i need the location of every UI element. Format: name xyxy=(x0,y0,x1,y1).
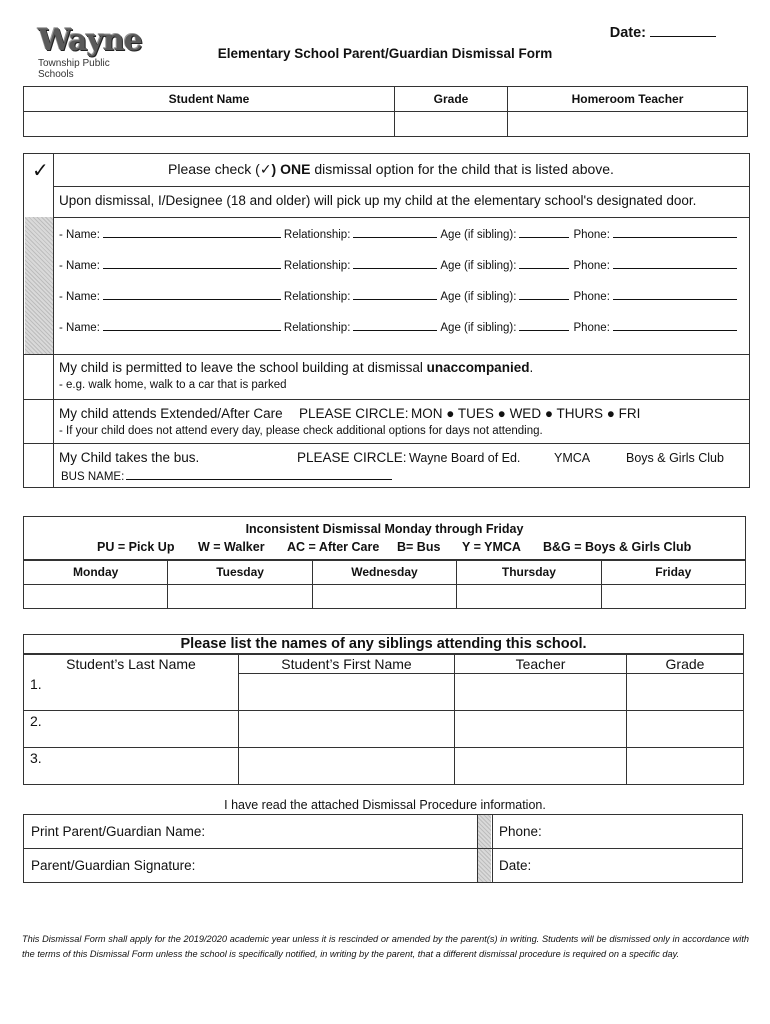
designee-relationship-blank[interactable] xyxy=(353,258,437,269)
designee-name-blank[interactable] xyxy=(103,258,281,269)
designee-age-label: Age (if sibling): xyxy=(440,322,517,334)
designee-age-blank[interactable] xyxy=(519,258,569,269)
bus-option-wayne[interactable]: Wayne Board of Ed. xyxy=(409,451,521,465)
day-cell-tuesday[interactable] xyxy=(168,585,312,609)
designee-relationship-label: Relationship: xyxy=(283,260,351,272)
sibling-row-number[interactable]: 1. xyxy=(24,674,239,711)
legend-aftercare: AC = After Care xyxy=(287,540,380,554)
bus-option-text: My Child takes the bus. xyxy=(59,450,200,465)
print-name-field[interactable]: Print Parent/Guardian Name: xyxy=(31,824,206,839)
designee-relationship-blank[interactable] xyxy=(353,289,437,300)
designee-age-label: Age (if sibling): xyxy=(440,229,517,241)
day-cell-monday[interactable] xyxy=(24,585,168,609)
legend-pickup: PU = Pick Up xyxy=(97,540,175,554)
day-cell-wednesday[interactable] xyxy=(312,585,456,609)
designee-name-label: - Name: xyxy=(59,260,100,272)
unaccompanied-post: . xyxy=(529,360,534,375)
sibling-grade-header: Grade xyxy=(627,654,744,674)
sibling-cell[interactable] xyxy=(627,674,744,711)
instruction-pre: Please check ( xyxy=(168,161,260,177)
instruction-post: dismissal option for the child that is listed above. xyxy=(310,161,614,177)
date-field[interactable] xyxy=(610,25,716,41)
siblings-table xyxy=(23,653,744,785)
sibling-cell[interactable] xyxy=(455,711,627,748)
designee-row xyxy=(59,227,740,241)
logo-wordmark: Wayne xyxy=(38,23,142,58)
designee-row xyxy=(59,320,740,334)
bus-name-blank[interactable] xyxy=(126,469,392,480)
designee-relationship-blank[interactable] xyxy=(353,320,437,331)
designee-name-label: - Name: xyxy=(59,229,100,241)
day-cell-thursday[interactable] xyxy=(457,585,601,609)
aftercare-please-circle: PLEASE CIRCLE: xyxy=(299,406,409,421)
day-header-friday: Friday xyxy=(601,560,745,585)
designee-relationship-label: Relationship: xyxy=(283,229,351,241)
designee-name-blank[interactable] xyxy=(103,227,281,238)
legend-boys-girls-club: B&G = Boys & Girls Club xyxy=(543,540,692,554)
unaccompanied-bold: unaccompanied xyxy=(426,360,530,375)
inconsistent-dismissal-box xyxy=(23,516,746,561)
aftercare-days[interactable]: MON ● TUES ● WED ● THURS ● FRI xyxy=(411,406,641,421)
designee-phone-label: Phone: xyxy=(573,229,610,241)
form-title: Elementary School Parent/Guardian Dismissal Form xyxy=(217,46,553,61)
divider xyxy=(24,399,749,400)
logo-subtitle: Township Public Schools xyxy=(38,58,110,80)
designee-relationship-blank[interactable] xyxy=(353,227,437,238)
unaccompanied-pre: My child is permitted to leave the school building at dismissal xyxy=(59,360,427,375)
bus-name-label: BUS NAME: xyxy=(61,471,125,483)
designee-row xyxy=(59,258,740,272)
homeroom-teacher-header: Homeroom Teacher xyxy=(508,87,748,112)
sibling-row-number[interactable]: 2. xyxy=(24,711,239,748)
legend-bus: B= Bus xyxy=(397,540,441,554)
designee-age-label: Age (if sibling): xyxy=(440,291,517,303)
student-name-header: Student Name xyxy=(24,87,395,112)
designee-phone-blank[interactable] xyxy=(613,258,737,269)
bus-name-field[interactable] xyxy=(61,469,392,483)
siblings-title-box xyxy=(23,634,744,655)
shaded-check-cell xyxy=(25,217,53,354)
siblings-title: Please list the names of any siblings attending this school. xyxy=(180,636,587,652)
legend-walker: W = Walker xyxy=(198,540,265,554)
legend-ymca: Y = YMCA xyxy=(462,540,521,554)
unaccompanied-example: - e.g. walk home, walk to a car that is parked xyxy=(59,379,287,391)
inconsistent-title: Inconsistent Dismissal Monday through Friday xyxy=(245,522,524,536)
day-header-thursday: Thursday xyxy=(457,560,601,585)
sibling-cell[interactable] xyxy=(455,674,627,711)
phone-field[interactable]: Phone: xyxy=(499,824,542,839)
designee-name-blank[interactable] xyxy=(103,320,281,331)
divider xyxy=(24,848,742,849)
homeroom-teacher-cell[interactable] xyxy=(508,112,748,137)
designee-age-blank[interactable] xyxy=(519,227,569,238)
date-label: Date: xyxy=(609,25,646,41)
aftercare-option-text: My child attends Extended/After Care xyxy=(59,406,283,421)
acknowledgement-text: I have read the attached Dismissal Procedure information. xyxy=(224,798,546,812)
grade-cell[interactable] xyxy=(395,112,508,137)
sibling-last-name-header: Student’s Last Name xyxy=(24,654,239,674)
sibling-cell[interactable] xyxy=(627,748,744,785)
bus-option-ymca[interactable]: YMCA xyxy=(554,451,591,465)
footer-disclaimer: This Dismissal Form shall apply for the 2019/2020 academic year unless it is rescinded or amended by the parent(s) in writing. Students will be dismissed only in accordance with the terms of this Dismissal Form unless the school is specifically notified, in writing by the parent, that a different dismissal procedure is required on a specific day. xyxy=(22,934,749,959)
designee-phone-blank[interactable] xyxy=(613,320,737,331)
dismissal-options-box xyxy=(23,153,750,488)
signature-field[interactable]: Parent/Guardian Signature: xyxy=(31,858,196,873)
instruction-text xyxy=(168,161,614,178)
sibling-cell[interactable] xyxy=(627,711,744,748)
designee-age-label: Age (if sibling): xyxy=(440,260,517,272)
sibling-cell[interactable] xyxy=(239,711,455,748)
check-column-divider xyxy=(53,154,54,487)
designee-name-blank[interactable] xyxy=(103,289,281,300)
inconsistent-days-table xyxy=(23,559,746,609)
divider xyxy=(24,354,749,355)
designee-phone-label: Phone: xyxy=(573,322,610,334)
checkmark-icon: ✓ xyxy=(32,160,49,182)
sibling-cell[interactable] xyxy=(455,748,627,785)
designee-age-blank[interactable] xyxy=(519,289,569,300)
sibling-cell[interactable] xyxy=(239,674,455,711)
bus-option-boys-girls-club[interactable]: Boys & Girls Club xyxy=(626,451,724,465)
designee-phone-label: Phone: xyxy=(573,260,610,272)
designee-phone-label: Phone: xyxy=(573,291,610,303)
unaccompanied-option-text xyxy=(59,360,533,375)
date-blank[interactable] xyxy=(650,26,716,37)
grade-header: Grade xyxy=(395,87,508,112)
designee-relationship-label: Relationship: xyxy=(283,291,351,303)
day-header-tuesday: Tuesday xyxy=(168,560,312,585)
divider xyxy=(53,217,749,218)
instruction-one: ✓) ONE xyxy=(259,161,311,177)
pickup-option-text: Upon dismissal, I/Designee (18 and older) will pick up my child at the elementary school's designated door. xyxy=(59,193,697,208)
signature-box xyxy=(23,814,743,883)
student-name-cell[interactable] xyxy=(24,112,395,137)
designee-name-label: - Name: xyxy=(59,291,100,303)
sibling-row-number[interactable]: 3. xyxy=(24,748,239,785)
designee-relationship-label: Relationship: xyxy=(283,322,351,334)
designee-row xyxy=(59,289,740,303)
designee-name-label: - Name: xyxy=(59,322,100,334)
designee-age-blank[interactable] xyxy=(519,320,569,331)
designee-phone-blank[interactable] xyxy=(613,227,737,238)
day-cell-friday[interactable] xyxy=(601,585,745,609)
aftercare-note: - If your child does not attend every day, please check additional options for days not attending. xyxy=(59,425,543,437)
bus-please-circle: PLEASE CIRCLE: xyxy=(297,450,407,465)
sibling-cell[interactable] xyxy=(239,748,455,785)
designee-phone-blank[interactable] xyxy=(613,289,737,300)
divider xyxy=(24,443,749,444)
day-header-wednesday: Wednesday xyxy=(312,560,456,585)
divider xyxy=(53,186,749,187)
sibling-teacher-header: Teacher xyxy=(455,654,627,674)
signature-date-field[interactable]: Date: xyxy=(499,858,532,873)
day-header-monday: Monday xyxy=(24,560,168,585)
sibling-first-name-header: Student’s First Name xyxy=(239,654,455,674)
student-table xyxy=(23,86,748,137)
